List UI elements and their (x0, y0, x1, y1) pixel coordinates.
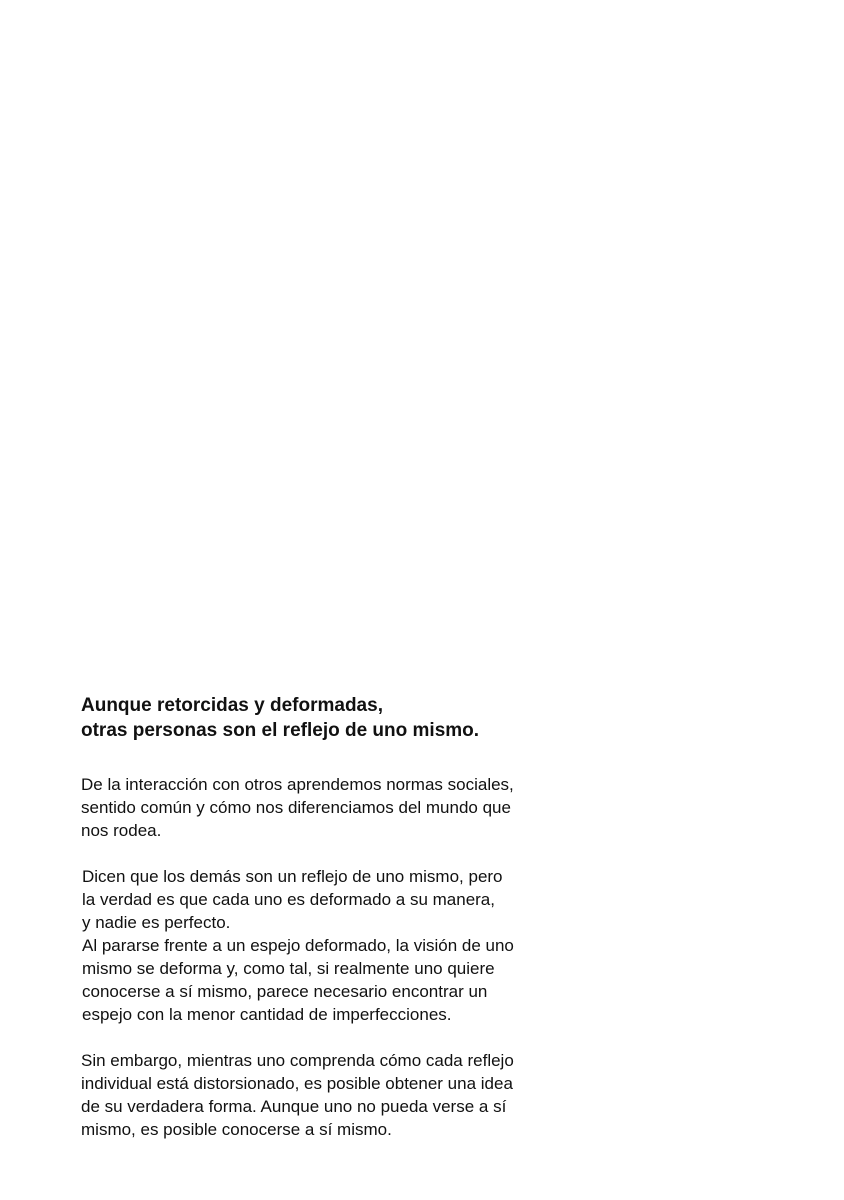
heading-line: otras personas son el reflejo de uno mismo. (81, 720, 480, 741)
paragraph-line: conocerse a sí mismo, parece necesario encontrar un (82, 982, 488, 1001)
paragraph-line: de su verdadera forma. Aunque uno no pueda verse a sí (81, 1097, 507, 1116)
paragraph-line: la verdad es que cada uno es deformado a su manera, (82, 890, 495, 909)
text-block (81, 693, 601, 1141)
paragraph-line: y nadie es perfecto. (82, 913, 231, 932)
paragraph-line: Dicen que los demás son un reflejo de uno mismo, pero (82, 867, 503, 886)
paragraph-line: nos rodea. (81, 821, 162, 840)
paragraph-line: mismo, es posible conocerse a sí mismo. (81, 1120, 392, 1139)
heading (81, 693, 601, 743)
paragraph-2 (81, 865, 601, 1026)
paragraph-1 (81, 773, 601, 842)
paragraph-3 (81, 1049, 601, 1141)
paragraph-line: Al pararse frente a un espejo deformado, la visión de uno (82, 936, 514, 955)
paragraph-line: mismo se deforma y, como tal, si realmente uno quiere (82, 959, 495, 978)
heading-line: Aunque retorcidas y deformadas, (81, 695, 383, 716)
paragraph-line: sentido común y cómo nos diferenciamos del mundo que (81, 798, 511, 817)
paragraph-line: De la interacción con otros aprendemos normas sociales, (81, 775, 514, 794)
paragraph-line: individual está distorsionado, es posible obtener una idea (81, 1074, 513, 1093)
paragraph-line: espejo con la menor cantidad de imperfecciones. (82, 1005, 452, 1024)
paragraph-line: Sin embargo, mientras uno comprenda cómo cada reflejo (81, 1051, 514, 1070)
